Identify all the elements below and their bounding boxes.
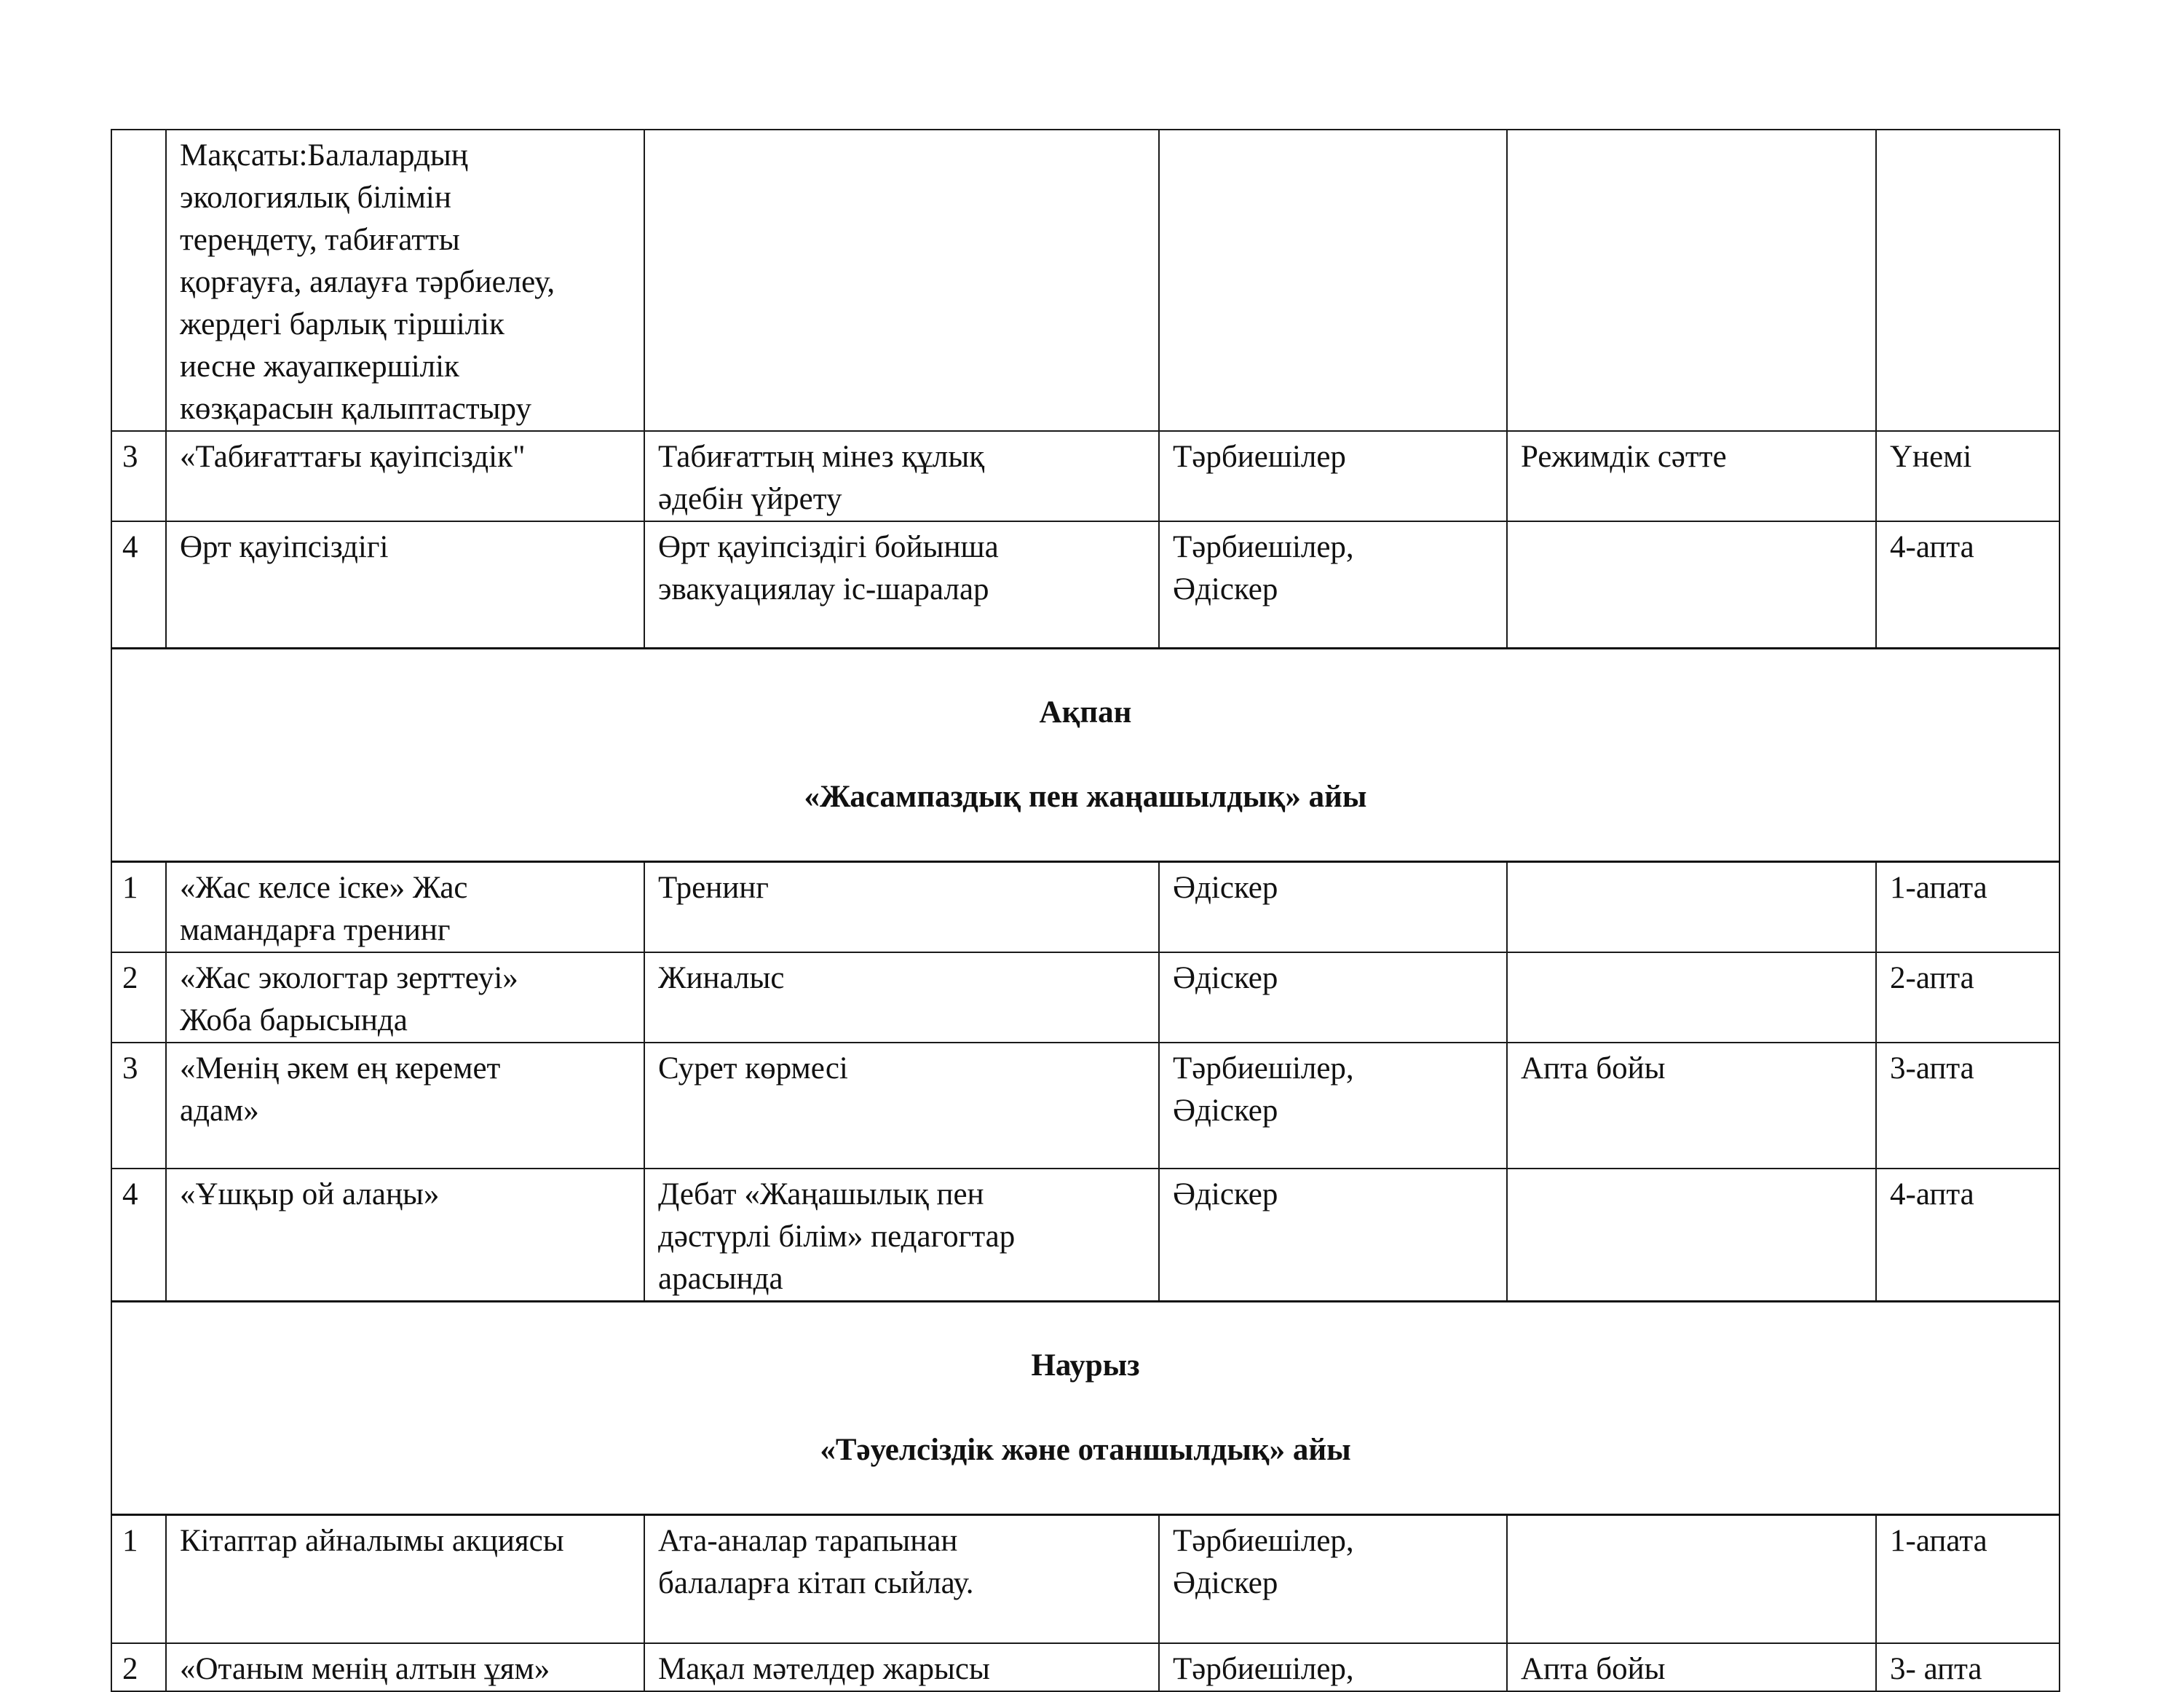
event-responsible: Тәрбиешілер, — [1159, 1643, 1507, 1691]
event-form: Дебат «Жаңашылық пен дәстүрлі білім» педагогтар арасында — [644, 1169, 1159, 1302]
event-time: 2-апта — [1876, 952, 2060, 1043]
row-number: 4 — [111, 1169, 166, 1302]
event-place — [1507, 521, 1876, 648]
event-place — [1507, 861, 1876, 952]
section-header-cell — [111, 1301, 2060, 1514]
section-theme: «Жасампаздық пен жаңашылдық» айы — [804, 779, 1367, 814]
event-time: 1-апата — [1876, 1514, 2060, 1643]
table-row — [111, 1514, 2060, 1643]
event-responsible: Тәрбиешілер, Әдіскер — [1159, 1514, 1507, 1643]
event-title: «Жас экологтар зерттеуі» Жоба барысында — [166, 952, 644, 1043]
event-title: «Табиғаттағы қауіпсіздік" — [166, 431, 644, 521]
section-month: Наурыз — [1031, 1348, 1140, 1383]
table-row — [111, 1169, 2060, 1302]
row-number: 1 — [111, 1514, 166, 1643]
table-row — [111, 861, 2060, 952]
event-form: Жиналыс — [644, 952, 1159, 1043]
event-responsible: Әдіскер — [1159, 861, 1507, 952]
event-responsible: Әдіскер — [1159, 1169, 1507, 1302]
event-form: Тренинг — [644, 861, 1159, 952]
section-month: Ақпан — [1039, 695, 1132, 730]
table-row — [111, 1643, 2060, 1691]
event-form: Мақал мәтелдер жарысы — [644, 1643, 1159, 1691]
table-row — [111, 130, 2060, 431]
event-place: Апта бойы — [1507, 1643, 1876, 1691]
table-row — [111, 1043, 2060, 1169]
row-number: 3 — [111, 1043, 166, 1169]
event-title: Мақсаты:Балалардың экологиялық білімін тереңдету, табиғатты қорғауға, аялауға тәрбиелеу, жердегі барлық тіршілік иесне жауапкершілік көзқарасын қалыптастыру — [166, 130, 644, 431]
event-responsible: Әдіскер — [1159, 952, 1507, 1043]
section-theme: «Тәуелсіздік және отаншылдық» айы — [820, 1432, 1351, 1467]
event-time: 4-апта — [1876, 1169, 2060, 1302]
event-responsible: Тәрбиешілер, Әдіскер — [1159, 521, 1507, 648]
event-plan-table — [111, 129, 2060, 1692]
event-responsible: Тәрбиешілер — [1159, 431, 1507, 521]
row-number: 2 — [111, 952, 166, 1043]
event-title: Кітаптар айналымы акциясы — [166, 1514, 644, 1643]
event-form: Табиғаттың мінез құлық әдебін үйрету — [644, 431, 1159, 521]
event-time: 4-апта — [1876, 521, 2060, 648]
event-place — [1507, 952, 1876, 1043]
event-time: 3-апта — [1876, 1043, 2060, 1169]
event-place — [1507, 1169, 1876, 1302]
event-place — [1507, 1514, 1876, 1643]
event-title: «Жас келсе іске» Жас мамандарға тренинг — [166, 861, 644, 952]
row-number: 1 — [111, 861, 166, 952]
event-title: Өрт қауіпсіздігі — [166, 521, 644, 648]
event-place: Апта бойы — [1507, 1043, 1876, 1169]
section-header-march — [111, 1301, 2060, 1514]
event-time: Үнемі — [1876, 431, 2060, 521]
event-form: Ата-аналар тарапынан балаларға кітап сыйлау. — [644, 1514, 1159, 1643]
event-title: «Ұшқыр ой алаңы» — [166, 1169, 644, 1302]
event-title: «Отаным менің алтын ұям» — [166, 1643, 644, 1691]
event-time: 1-апата — [1876, 861, 2060, 952]
row-number: 3 — [111, 431, 166, 521]
table-row — [111, 952, 2060, 1043]
section-header-february — [111, 648, 2060, 861]
section-header-cell — [111, 648, 2060, 861]
event-form: Сурет көрмесі — [644, 1043, 1159, 1169]
event-responsible — [1159, 130, 1507, 431]
event-time — [1876, 130, 2060, 431]
event-place — [1507, 130, 1876, 431]
row-number — [111, 130, 166, 431]
event-time: 3- апта — [1876, 1643, 2060, 1691]
event-form — [644, 130, 1159, 431]
table-row — [111, 521, 2060, 648]
event-title: «Менің әкем ең керемет адам» — [166, 1043, 644, 1169]
row-number: 4 — [111, 521, 166, 648]
event-responsible: Тәрбиешілер, Әдіскер — [1159, 1043, 1507, 1169]
event-form: Өрт қауіпсіздігі бойынша эвакуациялау іс-шаралар — [644, 521, 1159, 648]
row-number: 2 — [111, 1643, 166, 1691]
table-row — [111, 431, 2060, 521]
event-place: Режимдік сәтте — [1507, 431, 1876, 521]
